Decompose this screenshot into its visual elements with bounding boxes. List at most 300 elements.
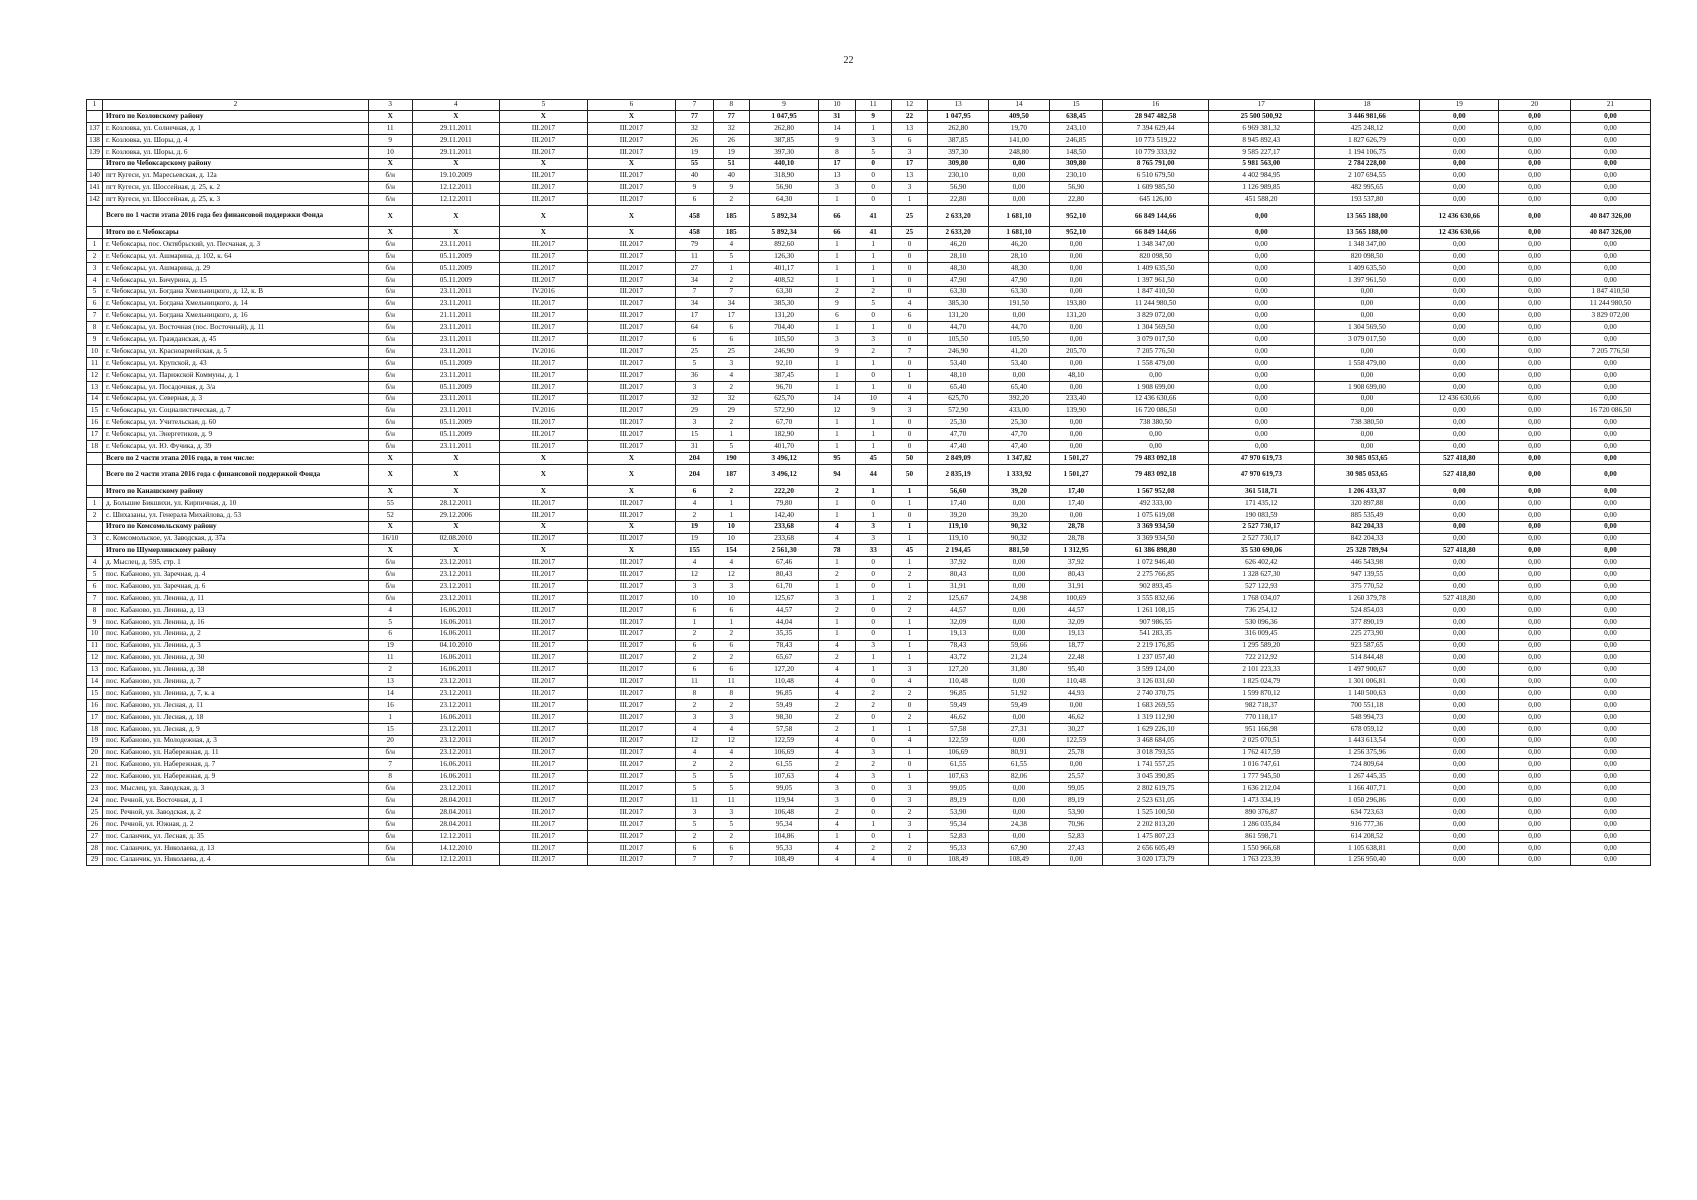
table-cell: 95 xyxy=(819,453,855,465)
row-number-cell: 1 xyxy=(87,239,103,251)
table-cell: 0,00 xyxy=(1499,545,1571,557)
table-cell: 0,00 xyxy=(1420,346,1499,358)
table-cell: 0,00 xyxy=(1049,509,1102,521)
table-cell: 13 565 188,00 xyxy=(1314,227,1420,239)
table-cell: 13 xyxy=(819,170,855,182)
table-cell: 0,00 xyxy=(1420,405,1499,417)
table-cell: 0,00 xyxy=(1420,688,1499,700)
table-cell: 190 xyxy=(713,453,749,465)
table-cell: 1 558 479,00 xyxy=(1314,357,1420,369)
table-cell: III.2017 xyxy=(587,581,676,593)
table-row xyxy=(87,298,1651,310)
table-cell: 2 xyxy=(819,711,855,723)
table-cell: 2 xyxy=(713,830,749,842)
row-number-cell: 21 xyxy=(87,759,103,771)
column-number-header: 9 xyxy=(749,100,818,111)
table-cell: III.2017 xyxy=(500,557,588,569)
table-cell: 10 xyxy=(713,521,749,533)
table-cell: 23.11.2011 xyxy=(412,369,500,381)
table-cell: 492 333,00 xyxy=(1103,497,1209,509)
table-cell: 4 xyxy=(891,393,927,405)
table-cell: 1 xyxy=(891,194,927,206)
table-cell: 0,00 xyxy=(1208,369,1314,381)
table-cell: 6 510 679,50 xyxy=(1103,170,1209,182)
table-cell: 8 xyxy=(676,688,713,700)
table-cell: 0,00 xyxy=(1499,640,1571,652)
subtotal-row xyxy=(87,485,1651,497)
table-cell: 0,00 xyxy=(1570,818,1650,830)
table-cell: 5 xyxy=(713,250,749,262)
table-cell: III.2017 xyxy=(587,134,676,146)
table-cell: 22,80 xyxy=(928,194,989,206)
table-cell: 0 xyxy=(891,509,927,521)
table-cell: 2 xyxy=(891,604,927,616)
table-cell: 0,00 xyxy=(1499,795,1571,807)
table-cell: 1 261 108,15 xyxy=(1103,604,1209,616)
table-cell: 29.11.2011 xyxy=(412,122,500,134)
table-cell: 5 xyxy=(676,771,713,783)
table-cell: 1 xyxy=(891,747,927,759)
table-cell: 1 847 410,50 xyxy=(1103,286,1209,298)
table-cell: X xyxy=(412,227,500,239)
table-cell: 4 xyxy=(819,521,855,533)
table-cell: III.2017 xyxy=(587,735,676,747)
table-cell: 1 xyxy=(891,533,927,545)
table-cell: 0,00 xyxy=(1570,182,1650,194)
address-cell: Итого по Козловскому району xyxy=(103,111,369,123)
table-cell: 05.11.2009 xyxy=(412,274,500,286)
table-cell: 3 496,12 xyxy=(749,453,818,465)
table-cell: 19.10.2009 xyxy=(412,170,500,182)
table-cell: 23.11.2011 xyxy=(412,405,500,417)
table-cell: 923 587,65 xyxy=(1314,640,1420,652)
table-cell: 2 xyxy=(819,759,855,771)
table-cell: 645 126,00 xyxy=(1103,194,1209,206)
row-number-cell xyxy=(87,227,103,239)
table-cell: 106,69 xyxy=(928,747,989,759)
table-cell: 4 402 984,95 xyxy=(1208,170,1314,182)
table-cell: 31 xyxy=(676,441,713,453)
housing-program-table xyxy=(86,99,1651,866)
table-cell: 1 xyxy=(819,357,855,369)
table-cell: 0,00 xyxy=(1570,557,1650,569)
table-cell: 0,00 xyxy=(1499,322,1571,334)
table-cell: 3 xyxy=(891,795,927,807)
table-cell: 6 xyxy=(676,842,713,854)
table-cell: 105,50 xyxy=(749,334,818,346)
table-cell: 0,00 xyxy=(1420,286,1499,298)
table-cell: б/н xyxy=(368,310,412,322)
table-cell: 185 xyxy=(713,206,749,227)
table-cell: 0,00 xyxy=(1420,429,1499,441)
table-cell: 187 xyxy=(713,464,749,485)
table-cell: 1 599 870,12 xyxy=(1208,688,1314,700)
table-cell: III.2017 xyxy=(587,569,676,581)
table-cell: 154 xyxy=(713,545,749,557)
column-number-header: 19 xyxy=(1420,100,1499,111)
table-cell: 3 126 031,60 xyxy=(1103,676,1209,688)
table-cell: X xyxy=(368,485,412,497)
table-cell: 39,20 xyxy=(989,509,1050,521)
table-cell: 25 328 789,94 xyxy=(1314,545,1420,557)
table-cell: 1 xyxy=(819,274,855,286)
table-cell: 0,00 xyxy=(1314,286,1420,298)
address-cell: Всего по 2 части этапа 2016 года с финансовой поддержкой Фонда xyxy=(103,464,369,485)
table-cell: 1 xyxy=(819,557,855,569)
table-cell: 193,80 xyxy=(1049,298,1102,310)
table-cell: 0,00 xyxy=(1208,322,1314,334)
table-cell: 1 xyxy=(819,322,855,334)
table-cell: 6 xyxy=(713,334,749,346)
table-cell: 96,85 xyxy=(928,688,989,700)
table-cell: 35 530 690,06 xyxy=(1208,545,1314,557)
table-cell: б/н xyxy=(368,357,412,369)
table-cell: 243,10 xyxy=(1049,122,1102,134)
table-cell: X xyxy=(587,453,676,465)
table-cell: 3 xyxy=(855,533,891,545)
table-cell: 0,00 xyxy=(1570,616,1650,628)
table-cell: 952,10 xyxy=(1049,206,1102,227)
table-cell: 04.10.2010 xyxy=(412,640,500,652)
table-cell: 47,70 xyxy=(989,429,1050,441)
table-cell: 2 101 223,33 xyxy=(1208,664,1314,676)
table-cell: 230,10 xyxy=(928,170,989,182)
table-cell: 6 xyxy=(713,604,749,616)
table-cell: 78 xyxy=(819,545,855,557)
table-cell: 0,00 xyxy=(1420,122,1499,134)
table-cell: 0,00 xyxy=(1049,322,1102,334)
row-number-cell: 5 xyxy=(87,286,103,298)
table-cell: 572,90 xyxy=(928,405,989,417)
table-cell: 0,00 xyxy=(1499,557,1571,569)
table-cell: 61,55 xyxy=(749,759,818,771)
table-cell: 0,00 xyxy=(989,616,1050,628)
table-cell: 3 xyxy=(855,521,891,533)
table-cell: 22,80 xyxy=(1049,194,1102,206)
table-cell: 10 773 519,22 xyxy=(1103,134,1209,146)
row-number-cell xyxy=(87,464,103,485)
table-cell: 387,85 xyxy=(749,134,818,146)
table-cell: 11 xyxy=(676,795,713,807)
table-cell: 2 633,20 xyxy=(928,227,989,239)
table-cell: 23.12.2011 xyxy=(412,557,500,569)
table-cell: III.2017 xyxy=(587,405,676,417)
table-cell: 0,00 xyxy=(989,676,1050,688)
table-cell: 2 xyxy=(819,806,855,818)
table-cell: 25,30 xyxy=(928,417,989,429)
table-cell: 3 xyxy=(676,711,713,723)
table-cell: 94 xyxy=(819,464,855,485)
address-cell: с. Комсомольское, ул. Заводская, д. 37а xyxy=(103,533,369,545)
table-cell: 0,00 xyxy=(1570,652,1650,664)
table-cell: 0,00 xyxy=(1499,616,1571,628)
address-cell: пос. Мыслец, ул. Заводская, д. 3 xyxy=(103,783,369,795)
table-cell: 1 xyxy=(819,429,855,441)
table-cell: 458 xyxy=(676,227,713,239)
address-cell: г. Чебоксары, ул. Энергетиков, д. 9 xyxy=(103,429,369,441)
table-cell: 0,00 xyxy=(1049,699,1102,711)
row-number-cell: 24 xyxy=(87,795,103,807)
table-cell: 0,00 xyxy=(1420,111,1499,123)
table-row xyxy=(87,557,1651,569)
table-cell: III.2017 xyxy=(500,170,588,182)
table-cell: 5 xyxy=(676,357,713,369)
table-cell: 233,68 xyxy=(749,533,818,545)
table-cell: 8 765 791,00 xyxy=(1103,158,1209,170)
table-cell: X xyxy=(500,485,588,497)
table-cell: III.2017 xyxy=(587,194,676,206)
table-cell: 105,50 xyxy=(928,334,989,346)
table-cell: 0,00 xyxy=(1499,274,1571,286)
table-cell: 31,91 xyxy=(928,581,989,593)
table-cell: 12 xyxy=(676,735,713,747)
address-cell: пос. Кабаново, ул. Ленина, д. 7, к. а xyxy=(103,688,369,700)
table-cell: 48,30 xyxy=(989,262,1050,274)
table-cell: 0,00 xyxy=(1208,346,1314,358)
table-cell: X xyxy=(412,545,500,557)
table-cell: 37,92 xyxy=(928,557,989,569)
table-cell: 0,00 xyxy=(1570,250,1650,262)
table-cell: III.2017 xyxy=(500,182,588,194)
row-number-cell xyxy=(87,206,103,227)
table-cell: 17 xyxy=(819,158,855,170)
table-cell: 0,00 xyxy=(1420,557,1499,569)
table-cell: 6 xyxy=(676,664,713,676)
table-cell: б/н xyxy=(368,274,412,286)
table-cell: 46,62 xyxy=(1049,711,1102,723)
table-cell: III.2017 xyxy=(500,322,588,334)
table-cell: 66 xyxy=(819,227,855,239)
table-cell: X xyxy=(368,206,412,227)
address-cell: пос. Речной, ул. Заводская, д. 2 xyxy=(103,806,369,818)
table-cell: 0 xyxy=(891,239,927,251)
table-cell: 0,00 xyxy=(1570,759,1650,771)
table-cell: 131,20 xyxy=(749,310,818,322)
table-cell: III.2017 xyxy=(500,592,588,604)
table-cell: 106,69 xyxy=(749,747,818,759)
table-cell: 28,10 xyxy=(928,250,989,262)
row-number-cell: 14 xyxy=(87,393,103,405)
table-cell: 0,00 xyxy=(1570,830,1650,842)
address-cell: г. Чебоксары, ул. Богдана Хмельницкого, д. 14 xyxy=(103,298,369,310)
table-cell: 8 xyxy=(713,688,749,700)
table-cell: IV.2016 xyxy=(500,405,588,417)
table-cell: 0,00 xyxy=(1208,286,1314,298)
table-cell: 23.12.2011 xyxy=(412,699,500,711)
table-cell: X xyxy=(500,206,588,227)
table-cell: 0,00 xyxy=(1420,158,1499,170)
table-cell: 0,00 xyxy=(1420,381,1499,393)
row-number-cell: 15 xyxy=(87,405,103,417)
table-cell: 17,40 xyxy=(1049,485,1102,497)
table-cell: 0,00 xyxy=(1570,464,1650,485)
table-cell: 409,50 xyxy=(989,111,1050,123)
table-cell: 0,00 xyxy=(1499,146,1571,158)
table-cell: 318,90 xyxy=(749,170,818,182)
table-cell: 2 xyxy=(713,417,749,429)
table-cell: 7 205 776,50 xyxy=(1103,346,1209,358)
table-cell: IV.2016 xyxy=(500,286,588,298)
address-cell: г. Чебоксары, ул. Ашмарина, д. 102, к. 64 xyxy=(103,250,369,262)
row-number-cell: 16 xyxy=(87,699,103,711)
table-cell: 25 xyxy=(713,346,749,358)
table-cell: III.2017 xyxy=(500,640,588,652)
table-cell: 397,30 xyxy=(749,146,818,158)
table-row xyxy=(87,759,1651,771)
table-cell: 16 720 086,50 xyxy=(1103,405,1209,417)
table-cell: 17 xyxy=(676,310,713,322)
table-cell: 67,70 xyxy=(749,417,818,429)
table-cell: 1 xyxy=(819,417,855,429)
address-cell: Всего по 2 части этапа 2016 года, в том числе: xyxy=(103,453,369,465)
table-cell: 0,00 xyxy=(989,497,1050,509)
table-cell: 527 122,93 xyxy=(1208,581,1314,593)
table-cell: 100,69 xyxy=(1049,592,1102,604)
page-number: 22 xyxy=(843,55,854,66)
table-cell: 0,00 xyxy=(1570,545,1650,557)
table-cell: 0,00 xyxy=(1499,604,1571,616)
table-cell: 204 xyxy=(676,453,713,465)
table-cell: 3 496,12 xyxy=(749,464,818,485)
table-cell: 0,00 xyxy=(1420,182,1499,194)
table-cell: 0,00 xyxy=(1570,441,1650,453)
table-cell: 4 xyxy=(713,369,749,381)
table-cell: 0,00 xyxy=(1570,274,1650,286)
table-cell: 0,00 xyxy=(989,806,1050,818)
table-cell: 3 079 017,50 xyxy=(1103,334,1209,346)
row-number-cell: 9 xyxy=(87,334,103,346)
table-cell: 0,00 xyxy=(1570,628,1650,640)
table-cell: 722 212,92 xyxy=(1208,652,1314,664)
table-cell: 0,00 xyxy=(1499,854,1571,866)
table-cell: 05.11.2009 xyxy=(412,357,500,369)
table-cell: 1 473 334,19 xyxy=(1208,795,1314,807)
table-cell: 53,40 xyxy=(928,357,989,369)
table-cell: 0,00 xyxy=(1499,429,1571,441)
table-cell: 1 497 900,67 xyxy=(1314,664,1420,676)
table-cell: 4 xyxy=(819,640,855,652)
table-cell: 907 986,55 xyxy=(1103,616,1209,628)
table-cell: 3 xyxy=(891,783,927,795)
table-cell: 0,00 xyxy=(1420,239,1499,251)
table-cell: 19 xyxy=(368,640,412,652)
table-cell: 23.12.2011 xyxy=(412,676,500,688)
table-cell: 0,00 xyxy=(1499,194,1571,206)
table-cell: X xyxy=(587,227,676,239)
table-cell: 1 267 445,35 xyxy=(1314,771,1420,783)
table-cell: 47 970 619,73 xyxy=(1208,464,1314,485)
table-cell: III.2017 xyxy=(500,688,588,700)
table-cell: 842 204,33 xyxy=(1314,521,1420,533)
table-cell: 28,78 xyxy=(1049,521,1102,533)
table-cell: 0,00 xyxy=(1570,262,1650,274)
table-cell: 634 723,63 xyxy=(1314,806,1420,818)
table-cell: 53,40 xyxy=(989,357,1050,369)
row-number-cell: 18 xyxy=(87,723,103,735)
table-cell: 12.12.2011 xyxy=(412,194,500,206)
table-cell: 14 xyxy=(368,688,412,700)
table-cell: б/н xyxy=(368,417,412,429)
table-cell: 23.11.2011 xyxy=(412,286,500,298)
table-cell: 2 xyxy=(713,628,749,640)
table-cell: 1 xyxy=(819,830,855,842)
table-cell: III.2017 xyxy=(587,747,676,759)
table-cell: 0,00 xyxy=(1420,830,1499,842)
table-cell: III.2017 xyxy=(500,581,588,593)
row-number-cell: 10 xyxy=(87,628,103,640)
table-cell: 246,90 xyxy=(749,346,818,358)
row-number-cell: 10 xyxy=(87,346,103,358)
address-cell: пос. Кабаново, ул. Набережная, д. 7 xyxy=(103,759,369,771)
table-cell: 0,00 xyxy=(1420,723,1499,735)
table-cell: 0,00 xyxy=(1420,298,1499,310)
table-cell: 55 xyxy=(676,158,713,170)
row-number-cell: 5 xyxy=(87,569,103,581)
table-cell: 0,00 xyxy=(1049,239,1102,251)
table-cell: 0,00 xyxy=(1049,357,1102,369)
address-cell: д. Мыслец, д. 595, стр. 1 xyxy=(103,557,369,569)
column-number-header: 15 xyxy=(1049,100,1102,111)
table-cell: 0,00 xyxy=(1420,818,1499,830)
table-cell: III.2017 xyxy=(587,369,676,381)
subtotal-row xyxy=(87,453,1651,465)
table-cell: 0,00 xyxy=(1208,334,1314,346)
table-cell: III.2017 xyxy=(587,509,676,521)
table-cell: 33 xyxy=(855,545,891,557)
table-cell: 1 xyxy=(891,723,927,735)
table-cell: 0 xyxy=(891,262,927,274)
table-cell: 3 xyxy=(676,381,713,393)
table-cell: 44,57 xyxy=(1049,604,1102,616)
table-cell: 626 402,42 xyxy=(1208,557,1314,569)
table-cell: 2 xyxy=(855,842,891,854)
table-cell: 23.12.2011 xyxy=(412,569,500,581)
column-number-header: 8 xyxy=(713,100,749,111)
table-cell: 2 xyxy=(855,286,891,298)
table-row xyxy=(87,652,1651,664)
row-number-cell: 13 xyxy=(87,664,103,676)
table-cell: б/н xyxy=(368,806,412,818)
table-cell: 1 166 407,71 xyxy=(1314,783,1420,795)
table-cell: 401,70 xyxy=(749,441,818,453)
table-cell: 12 xyxy=(676,569,713,581)
table-cell: 148,50 xyxy=(1049,146,1102,158)
table-cell: 1 047,95 xyxy=(928,111,989,123)
table-cell: 48,30 xyxy=(928,262,989,274)
table-cell: 0,00 xyxy=(1499,771,1571,783)
table-cell: 23.12.2011 xyxy=(412,783,500,795)
table-cell: 1 xyxy=(891,640,927,652)
table-cell: X xyxy=(587,158,676,170)
table-cell: 3 xyxy=(891,818,927,830)
table-cell: 32,09 xyxy=(1049,616,1102,628)
address-cell: пгт Кугеси, ул. Маресьевская, д. 12а xyxy=(103,170,369,182)
table-cell: X xyxy=(500,545,588,557)
table-cell: III.2017 xyxy=(500,747,588,759)
table-cell: 0,00 xyxy=(1420,771,1499,783)
table-cell: 1 475 807,23 xyxy=(1103,830,1209,842)
table-cell: 3 446 981,66 xyxy=(1314,111,1420,123)
table-row xyxy=(87,509,1651,521)
table-cell: 46,62 xyxy=(928,711,989,723)
table-row xyxy=(87,182,1651,194)
table-cell: 1 xyxy=(819,441,855,453)
table-cell: III.2017 xyxy=(587,664,676,676)
table-cell: 4 xyxy=(819,854,855,866)
table-row xyxy=(87,795,1651,807)
table-cell: III.2017 xyxy=(587,818,676,830)
address-cell: г. Чебоксары, ул. Ашмарина, д. 29 xyxy=(103,262,369,274)
